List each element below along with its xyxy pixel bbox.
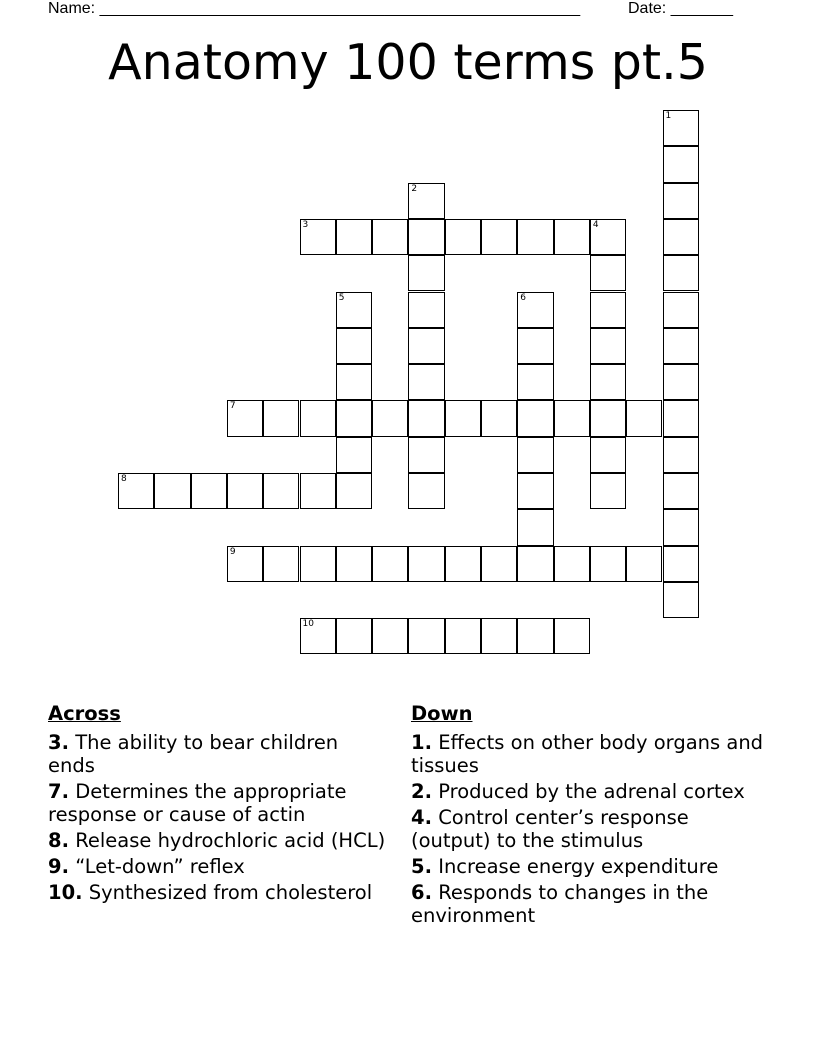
crossword-cell[interactable] xyxy=(663,400,699,436)
crossword-cell[interactable] xyxy=(590,364,626,400)
crossword-cell[interactable] xyxy=(554,618,590,654)
clue-number: 8. xyxy=(48,829,69,852)
crossword-cell[interactable] xyxy=(227,400,263,436)
clue-number-label: 2 xyxy=(411,183,418,194)
crossword-cell[interactable] xyxy=(336,437,372,473)
clue-number: 4. xyxy=(411,806,432,829)
down-clue xyxy=(411,881,771,927)
crossword-cell[interactable] xyxy=(445,400,481,436)
clue-number-label: 9 xyxy=(229,546,236,557)
crossword-cell[interactable] xyxy=(336,364,372,400)
crossword-cell[interactable] xyxy=(336,400,372,436)
clue-number: 3. xyxy=(48,731,69,754)
crossword-cell[interactable] xyxy=(590,473,626,509)
clue-number: 2. xyxy=(411,780,432,803)
crossword-cell[interactable] xyxy=(408,400,444,436)
crossword-cell[interactable] xyxy=(408,328,444,364)
crossword-cell[interactable] xyxy=(408,437,444,473)
crossword-cell[interactable] xyxy=(408,473,444,509)
crossword-cell[interactable] xyxy=(408,255,444,291)
crossword-cell[interactable] xyxy=(590,328,626,364)
crossword-cell[interactable] xyxy=(336,473,372,509)
date-field-label: Date: _______ xyxy=(628,0,733,17)
clue-text: Effects on other body organs and tissues xyxy=(411,731,764,777)
page-title: Anatomy 100 terms pt.5 xyxy=(108,34,708,91)
crossword-cell[interactable] xyxy=(336,328,372,364)
crossword-cell[interactable] xyxy=(408,292,444,328)
crossword-cell[interactable] xyxy=(663,146,699,182)
clue-text: Synthesized from cholesterol xyxy=(88,881,373,904)
crossword-cell[interactable] xyxy=(590,400,626,436)
crossword-cell[interactable] xyxy=(626,400,662,436)
crossword-cell[interactable] xyxy=(372,618,408,654)
clue-number-label: 6 xyxy=(520,292,527,303)
clue-number: 7. xyxy=(48,780,69,803)
crossword-cell[interactable] xyxy=(590,292,626,328)
crossword-cell[interactable] xyxy=(626,546,662,582)
crossword-cell[interactable] xyxy=(408,364,444,400)
crossword-cell[interactable] xyxy=(517,473,553,509)
clue-number: 10. xyxy=(48,881,83,904)
clue-number: 9. xyxy=(48,855,69,878)
crossword-cell[interactable] xyxy=(663,364,699,400)
crossword-cell[interactable] xyxy=(372,400,408,436)
down-clues xyxy=(411,702,771,930)
crossword-cell[interactable] xyxy=(336,618,372,654)
crossword-cell[interactable] xyxy=(408,618,444,654)
across-clue xyxy=(48,855,388,878)
clue-text: Release hydrochloric acid (HCL) xyxy=(75,829,386,852)
crossword-cell[interactable] xyxy=(590,255,626,291)
crossword-cell[interactable] xyxy=(191,473,227,509)
clue-text: Produced by the adrenal cortex xyxy=(438,780,745,803)
crossword-cell[interactable] xyxy=(336,546,372,582)
crossword-cell[interactable] xyxy=(517,546,553,582)
across-heading: Across xyxy=(48,702,121,725)
crossword-cell[interactable] xyxy=(517,437,553,473)
crossword-cell[interactable] xyxy=(663,509,699,545)
clue-text: The ability to bear children ends xyxy=(48,731,339,777)
crossword-cell[interactable] xyxy=(227,546,263,582)
crossword-cell[interactable] xyxy=(517,292,553,328)
clue-number-label: 1 xyxy=(665,111,672,121)
crossword-cell[interactable] xyxy=(481,219,517,255)
across-clue xyxy=(48,829,388,852)
crossword-cell[interactable] xyxy=(517,328,553,364)
crossword-cell[interactable] xyxy=(118,473,154,509)
crossword-cell[interactable] xyxy=(300,618,336,654)
crossword-cell[interactable] xyxy=(590,437,626,473)
crossword-cell[interactable] xyxy=(663,473,699,509)
crossword-cell[interactable] xyxy=(263,546,299,582)
crossword-cell[interactable] xyxy=(336,292,372,328)
crossword-cell[interactable] xyxy=(663,183,699,219)
crossword-cell[interactable] xyxy=(663,292,699,328)
crossword-cell[interactable] xyxy=(227,473,263,509)
crossword-cell[interactable] xyxy=(336,219,372,255)
crossword-cell[interactable] xyxy=(300,219,336,255)
crossword-cell[interactable] xyxy=(408,546,444,582)
clue-number-label: 7 xyxy=(229,401,236,412)
crossword-cell[interactable] xyxy=(481,618,517,654)
crossword-cell[interactable] xyxy=(445,219,481,255)
crossword-cell[interactable] xyxy=(554,400,590,436)
crossword-cell[interactable] xyxy=(663,255,699,291)
clue-number-label: 8 xyxy=(121,474,127,484)
crossword-cell[interactable] xyxy=(663,328,699,364)
crossword-cell[interactable] xyxy=(445,618,481,654)
across-clue xyxy=(48,780,388,826)
down-clue xyxy=(411,780,771,803)
crossword-cell[interactable] xyxy=(300,546,336,582)
clue-number: 1. xyxy=(411,731,432,754)
crossword-cell[interactable] xyxy=(154,473,190,509)
clue-text: Increase energy expenditure xyxy=(438,855,719,878)
crossword-cell[interactable] xyxy=(372,546,408,582)
clue-number-label: 10 xyxy=(302,619,314,630)
crossword-cell[interactable] xyxy=(263,473,299,509)
clue-number-label: 4 xyxy=(592,219,599,230)
crossword-cell[interactable] xyxy=(372,219,408,255)
crossword-cell[interactable] xyxy=(408,183,444,219)
across-clues xyxy=(48,702,388,907)
name-field-label: Name: ______________________________________________________ xyxy=(48,0,581,17)
crossword-cell[interactable] xyxy=(263,400,299,436)
crossword-cell[interactable] xyxy=(481,400,517,436)
down-clue xyxy=(411,806,771,852)
down-clue xyxy=(411,731,771,777)
crossword-cell[interactable] xyxy=(663,219,699,255)
clue-number-label: 5 xyxy=(338,292,345,303)
clue-text: Determines the appropriate response or cause of actin xyxy=(48,780,347,826)
crossword-cell[interactable] xyxy=(517,219,553,255)
across-clue xyxy=(48,731,388,777)
clue-text: Control center’s response (output) to the stimulus xyxy=(411,806,689,852)
crossword-cell[interactable] xyxy=(590,546,626,582)
clue-text: “Let-down” reflex xyxy=(75,855,245,878)
across-clue xyxy=(48,881,388,904)
crossword-cell[interactable] xyxy=(445,546,481,582)
crossword-cell[interactable] xyxy=(517,400,553,436)
crossword-cell[interactable] xyxy=(517,618,553,654)
clue-number: 6. xyxy=(411,881,432,904)
crossword-cell[interactable] xyxy=(663,437,699,473)
crossword-cell[interactable] xyxy=(408,219,444,255)
crossword-cell[interactable] xyxy=(554,546,590,582)
crossword-cell[interactable] xyxy=(300,473,336,509)
clue-text: Responds to changes in the environment xyxy=(411,881,709,927)
crossword-cell[interactable] xyxy=(517,509,553,545)
clue-number-label: 3 xyxy=(302,219,309,230)
clue-number: 5. xyxy=(411,855,432,878)
crossword-cell[interactable] xyxy=(554,219,590,255)
crossword-cell[interactable] xyxy=(663,110,699,146)
crossword-cell[interactable] xyxy=(517,364,553,400)
crossword-cell[interactable] xyxy=(481,546,517,582)
crossword-cell[interactable] xyxy=(663,582,699,618)
down-clue xyxy=(411,855,771,878)
crossword-cell[interactable] xyxy=(663,546,699,582)
crossword-cell[interactable] xyxy=(300,400,336,436)
down-heading: Down xyxy=(411,702,473,725)
crossword-cell[interactable] xyxy=(590,219,626,255)
